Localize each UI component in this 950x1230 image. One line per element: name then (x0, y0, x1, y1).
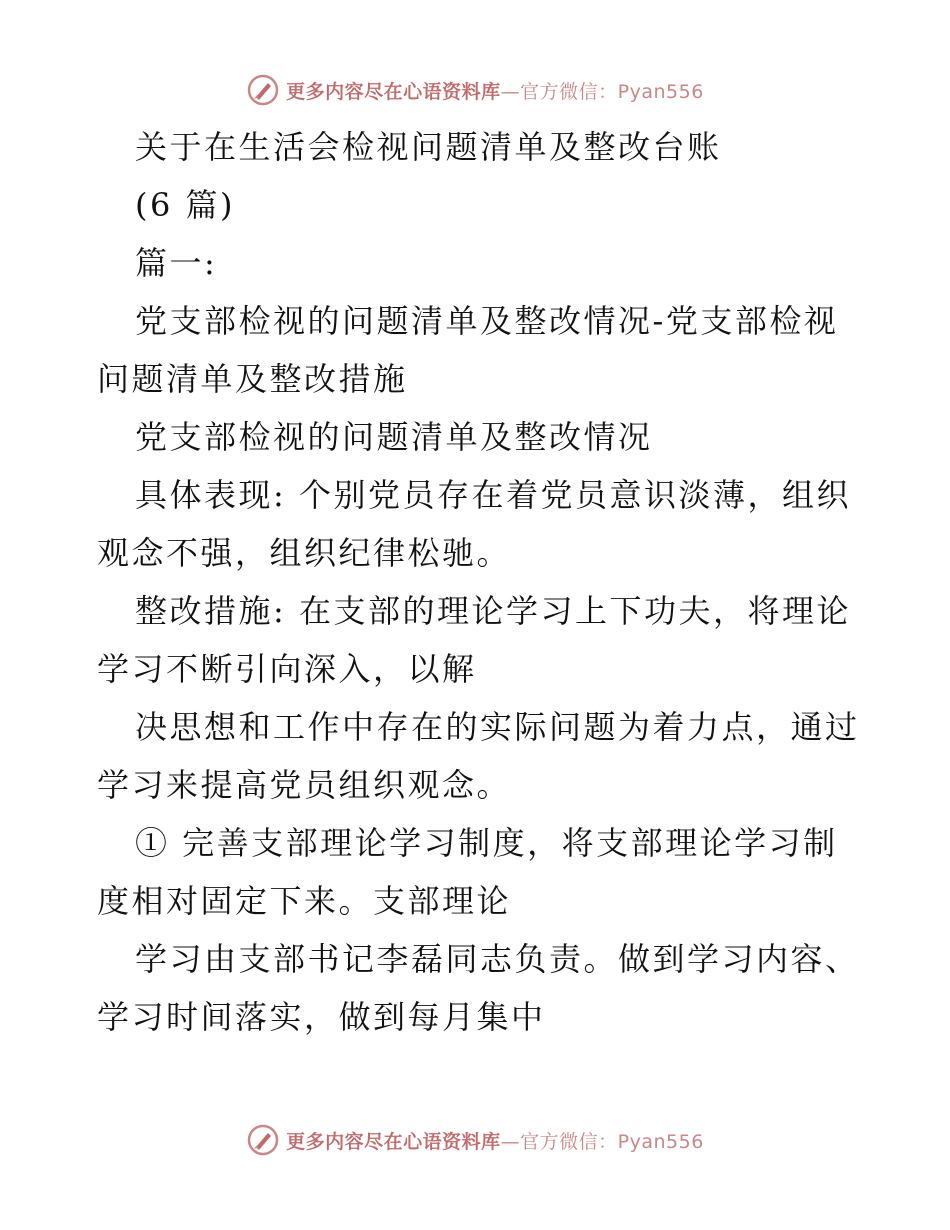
paragraph-line: 具体表现: 个别党员存在着党员意识淡薄，组织 (135, 476, 851, 514)
paragraph-line: 度相对固定下来。支部理论 (97, 882, 512, 920)
paragraph-line: ① 完善支部理论学习制度，将支部理论学习制 (135, 824, 838, 862)
document-subtitle: (6 篇) (135, 186, 236, 224)
pen-nib-logo-icon (246, 73, 280, 107)
paragraph-line: 党支部检视的问题清单及整改情况-党支部检视 (135, 302, 839, 340)
paragraph-line: 整改措施: 在支部的理论学习上下功夫，将理论 (135, 592, 851, 630)
paragraph-line: 决思想和工作中存在的实际问题为着力点，通过 (135, 708, 860, 746)
pen-nib-logo-icon (246, 1123, 280, 1157)
section-heading: 篇一: (135, 244, 218, 282)
paragraph-line: 观念不强，组织纪律松驰。 (97, 534, 512, 572)
paragraph-line: 学习由支部书记李磊同志负责。做到学习内容、 (135, 940, 860, 978)
paragraph-line: 学习时间落实，做到每月集中 (97, 998, 546, 1036)
document-body (97, 118, 860, 1046)
paragraph-line: 问题清单及整改措施 (97, 360, 408, 398)
paragraph-line: 党支部检视的问题清单及整改情况 (135, 418, 653, 456)
paragraph-line: 学习来提高党员组织观念。 (97, 766, 512, 804)
document-title: 关于在生活会检视问题清单及整改台账 (135, 128, 722, 166)
footer-watermark-banner (0, 1120, 950, 1160)
banner-text: 更多内容尽在心语资料库—官方微信：Pyan556 (286, 1130, 704, 1153)
header-watermark-banner (0, 70, 950, 110)
banner-text: 更多内容尽在心语资料库—官方微信：Pyan556 (286, 80, 704, 103)
paragraph-line: 学习不断引向深入，以解 (97, 650, 477, 688)
